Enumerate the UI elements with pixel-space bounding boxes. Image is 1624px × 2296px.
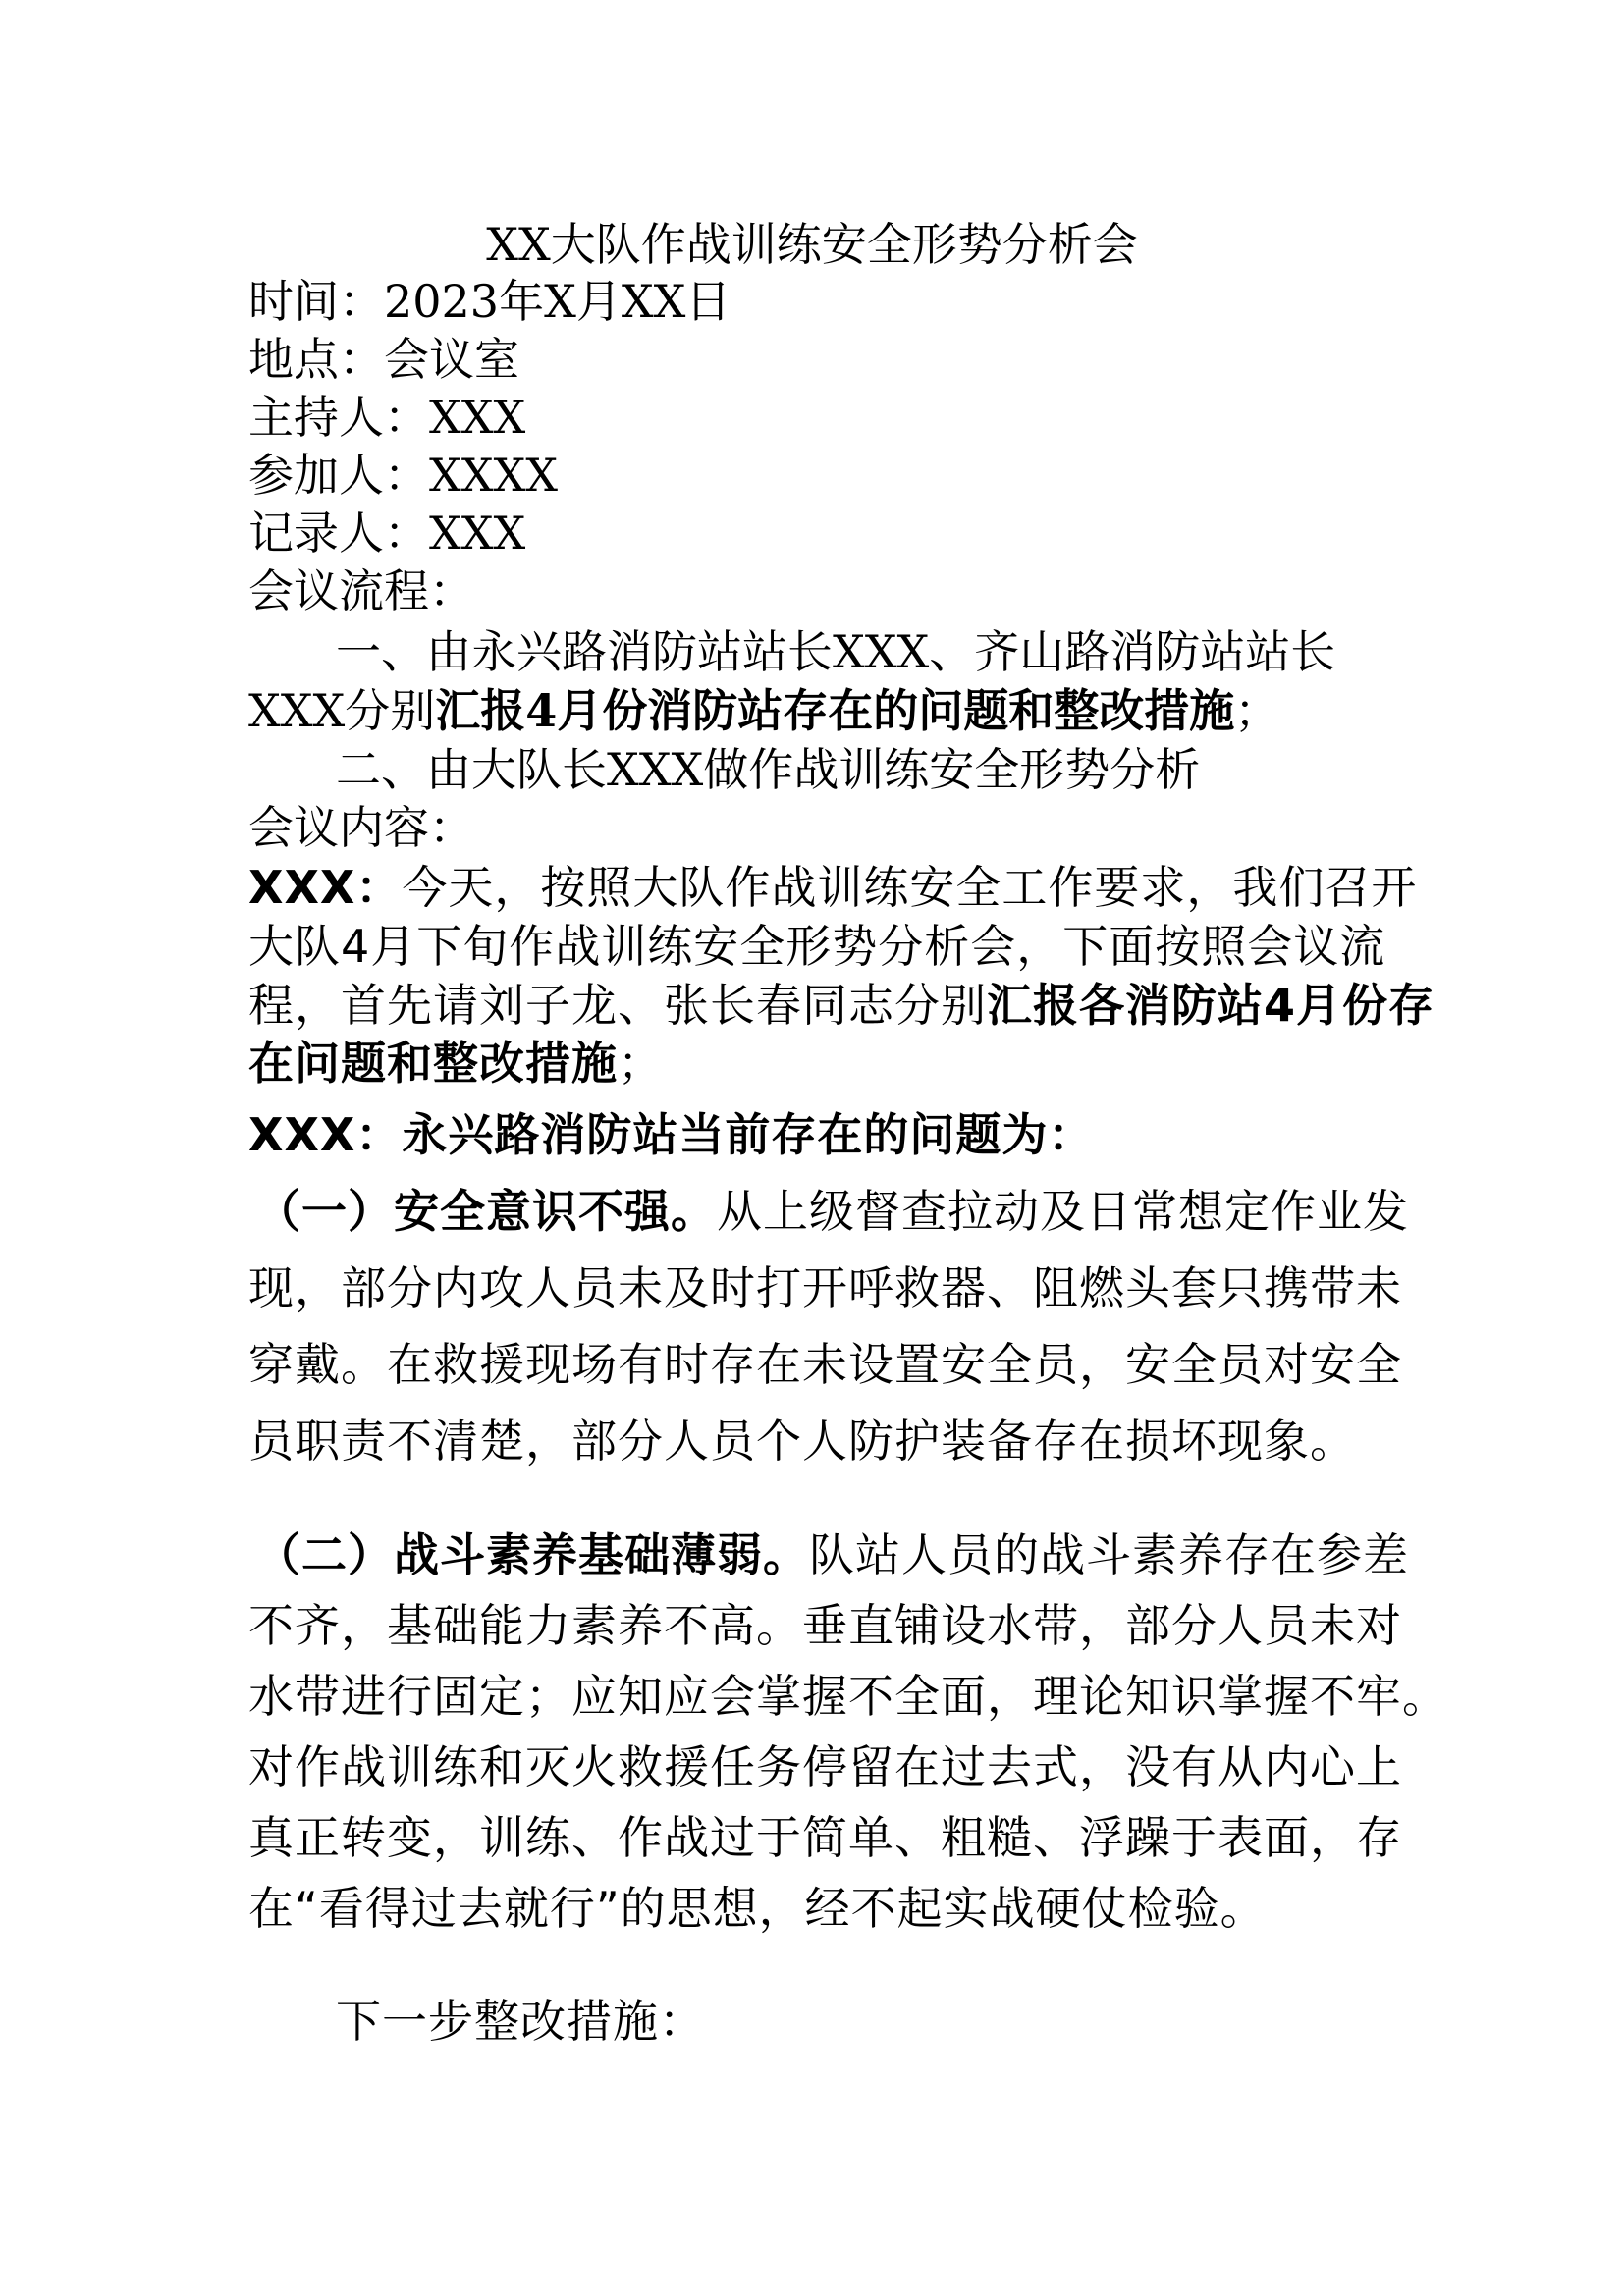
issue-2-line-3: 水带进行固定；应知应会掌握不全面，理论知识掌握不牢。 [248,1670,1448,1723]
recorder-label: 记录人： [248,507,429,560]
place-label: 地点： [248,333,384,386]
speech-1-line-2: 大队4月下旬作战训练安全形势分析会，下面按照会议流 [248,920,1386,973]
flow-heading: 会议流程： [248,564,474,617]
issue-2-line-6: 在“看得过去就行”的思想，经不起实战硬仗检验。 [248,1882,1267,1935]
speech-1-bold-4: 在问题和整改措施 [248,1037,618,1090]
speech-1-line-3 [248,977,1435,1034]
time-value: 2023年X月XX日 [384,275,731,328]
speech-1-line-1 [248,859,1417,916]
speech-2-speaker: XXX： [248,1108,403,1161]
meeting-host [248,389,525,446]
meeting-place [248,331,519,388]
time-label: 时间： [248,275,384,328]
issue-2-text-1: 队站人员的战斗素养存在参差 [809,1528,1409,1581]
issue-1-heading: （一）安全意识不强。 [255,1185,717,1238]
speech-1-speaker: XXX： [248,861,403,914]
flow-item-1-line-1: 一、由永兴路消防站站长XXX、齐山路消防站站长 [336,625,1336,678]
issue-1-line-4: 员职责不清楚，部分人员个人防护装备存在损坏现象。 [248,1415,1356,1468]
host-value: XXX [429,391,526,444]
recorder-value: XXX [429,507,526,560]
speech-1-line-4 [248,1035,664,1092]
issue-1-line-1 [255,1183,1409,1240]
speech-1-text-3: 程，首先请刘子龙、张长春同志分别 [248,979,987,1032]
place-value: 会议室 [384,333,519,386]
flow-item-1-line-2 [248,682,1279,739]
document-title: XX大队作战训练安全形势分析会 [486,218,1138,271]
issue-1-line-3: 穿戴。在救援现场有时存在未设置安全员，安全员对安全 [248,1338,1402,1391]
issue-2-line-1 [255,1526,1409,1583]
meeting-recorder [248,505,525,561]
issue-1-line-2: 现，部分内攻人员未及时打开呼救器、阻燃头套只携带未 [248,1261,1402,1314]
content-heading: 会议内容： [248,801,474,854]
speech-1-text-1: 今天，按照大队作战训练安全工作要求，我们召开 [402,861,1418,914]
speech-1-post-4: ； [618,1037,664,1090]
flow-item-1-bold: 汇报4月份消防站存在的问题和整改措施 [435,684,1235,737]
speech-2 [248,1106,1094,1163]
flow-item-1-post: ； [1234,684,1280,737]
meeting-attendees [248,447,558,504]
issue-2-heading: （二）战斗素养基础薄弱。 [255,1528,809,1581]
issue-2-line-2: 不齐，基础能力素养不高。垂直铺设水带，部分人员未对 [248,1599,1402,1652]
flow-item-2: 二、由大队长XXX做作战训练安全形势分析 [336,743,1201,796]
meeting-time [248,273,731,330]
issue-1-text-1: 从上级督查拉动及日常想定作业发 [717,1185,1409,1238]
issue-2-line-4: 对作战训练和灭火救援任务停留在过去式，没有从内心上 [248,1740,1402,1793]
attendees-value: XXXX [429,449,558,502]
attendees-label: 参加人： [248,449,429,502]
next-steps-heading: 下一步整改措施： [336,1995,705,2048]
flow-item-1-pre: XXX分别 [248,684,436,737]
host-label: 主持人： [248,391,429,444]
speech-1-bold-3: 汇报各消防站4月份存 [987,979,1435,1032]
speech-2-text: 永兴路消防站当前存在的问题为： [402,1108,1095,1161]
issue-2-line-5: 真正转变，训练、作战过于简单、粗糙、浮躁于表面，存 [248,1811,1402,1864]
